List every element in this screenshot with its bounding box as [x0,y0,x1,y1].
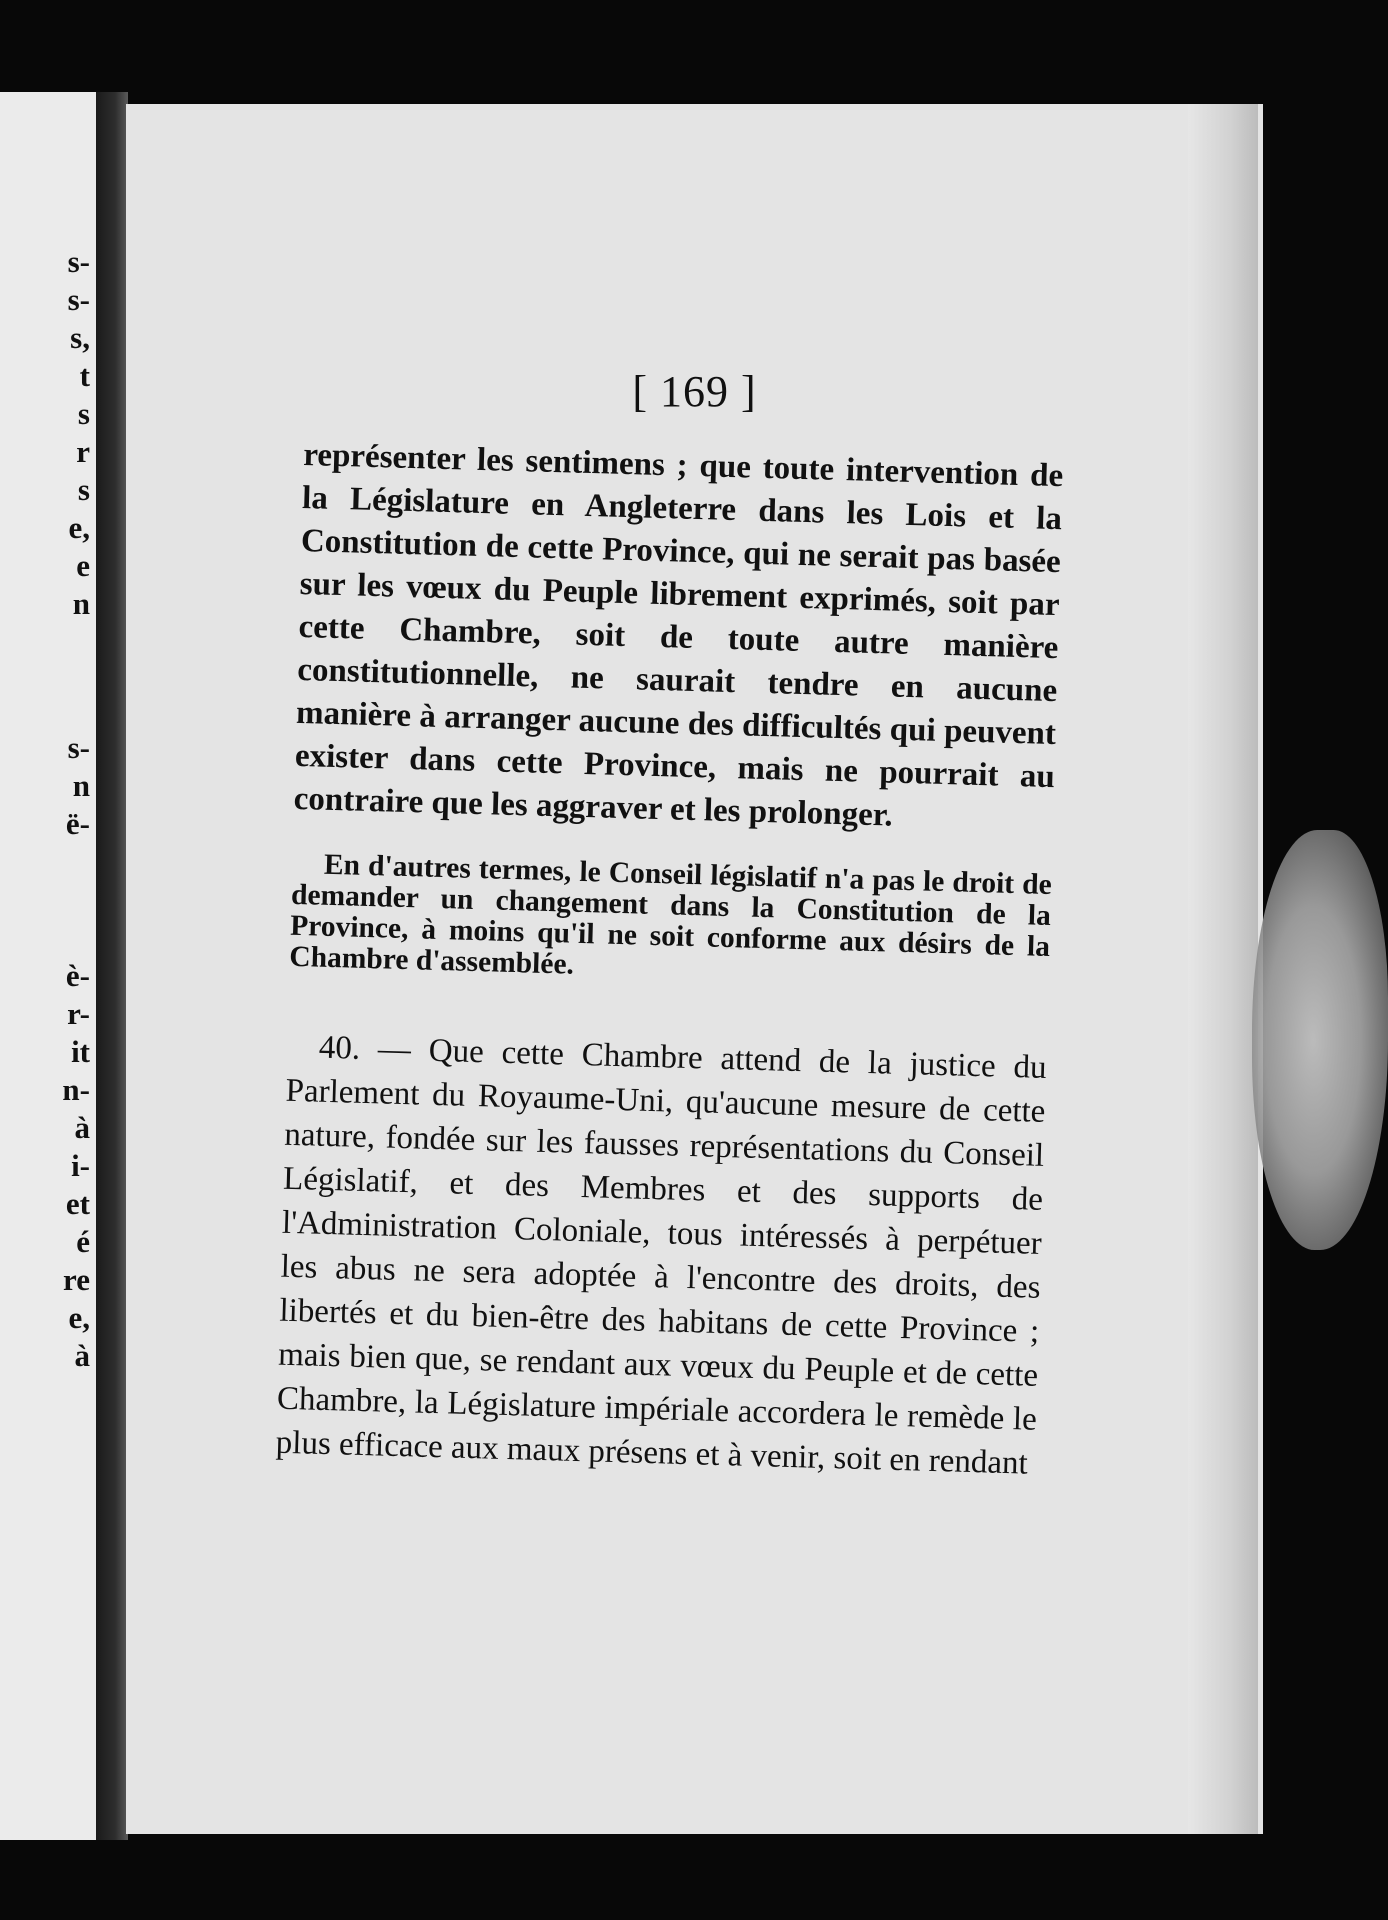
previous-page-fragment: it [71,1034,90,1069]
previous-page-fragment: è- [65,958,90,993]
book-page [126,104,1263,1834]
previous-page-fragment: e, [68,510,90,545]
previous-page-fragment: à [74,1338,90,1373]
previous-page-fragment: t [79,358,90,393]
previous-page-fragment: e, [68,1300,90,1335]
previous-page-fragment: s, [70,320,90,355]
page-right-edge [1188,104,1258,1834]
previous-page-fragment: r [76,434,90,469]
previous-page-fragment: s- [67,730,90,765]
paragraph-continued-resolution: représenter les sentimens ; que toute intervention de la Législature en Angleterre dans les Lois et la Constitution de cette Province, qui ne serait pas basée sur les vœux du Peuple librement exprimés, soit par cette Chambre, soit de toute autre manière constitutionnelle, ne saurait tendre en aucune manière à arranger aucune des difficultés qui peuvent exister dans cette Province, mais ne pourrait au contraire que les aggraver et les prolonger. [293,436,1064,834]
page-text [275,434,1063,1486]
previous-page-fragment: e [76,548,90,583]
paragraph-resolution-40: 40. — Que cette Chambre attend de la justice du Parlement du Royaume-Uni, qu'aucune mesure de cette nature, fondée sur les fausses représentations du Conseil Législatif, et des Membres et des supports de l'Administration Coloniale, tous intéressés à perpétuer les abus ne sera adoptée à l'encontre des droits, des libertés et du bien-être des habitans de cette Province ; mais bien que, se rendant aux vœux du Peuple et de cette Chambre, la Législature impériale accordera le remède le plus efficace aux maux présens et à venir, soit en rendant [275,1029,1048,1482]
previous-page-fragment: n [72,768,90,803]
previous-page-fragment: s- [67,282,90,317]
previous-page-fragment: re [63,1262,90,1297]
page-number: [ 169 ] [632,367,757,416]
previous-page-fragment: s- [67,244,90,279]
previous-page-fragment: n [72,586,90,621]
previous-page-edge [0,92,96,1840]
previous-page-fragment: ë- [65,806,90,841]
paragraph-commentary: En d'autres termes, le Conseil législatif n'a pas le droit de demander un changement dans la Constitution de la Province, à moins qu'il ne soit conforme aux désirs de la Chambre d'assemblée. [288,848,1053,981]
previous-page-fragment: n- [62,1072,90,1107]
previous-page-fragment: et [65,1186,90,1221]
previous-page-fragment: é [76,1224,90,1259]
previous-page-fragment: r- [67,996,90,1031]
previous-page-fragment: s [77,396,90,431]
book-gutter [96,92,128,1840]
previous-page-fragment: i- [71,1148,90,1183]
previous-page-fragment: s [77,472,90,507]
previous-page-fragment: à [74,1110,90,1145]
paper-stain [1252,830,1388,1250]
